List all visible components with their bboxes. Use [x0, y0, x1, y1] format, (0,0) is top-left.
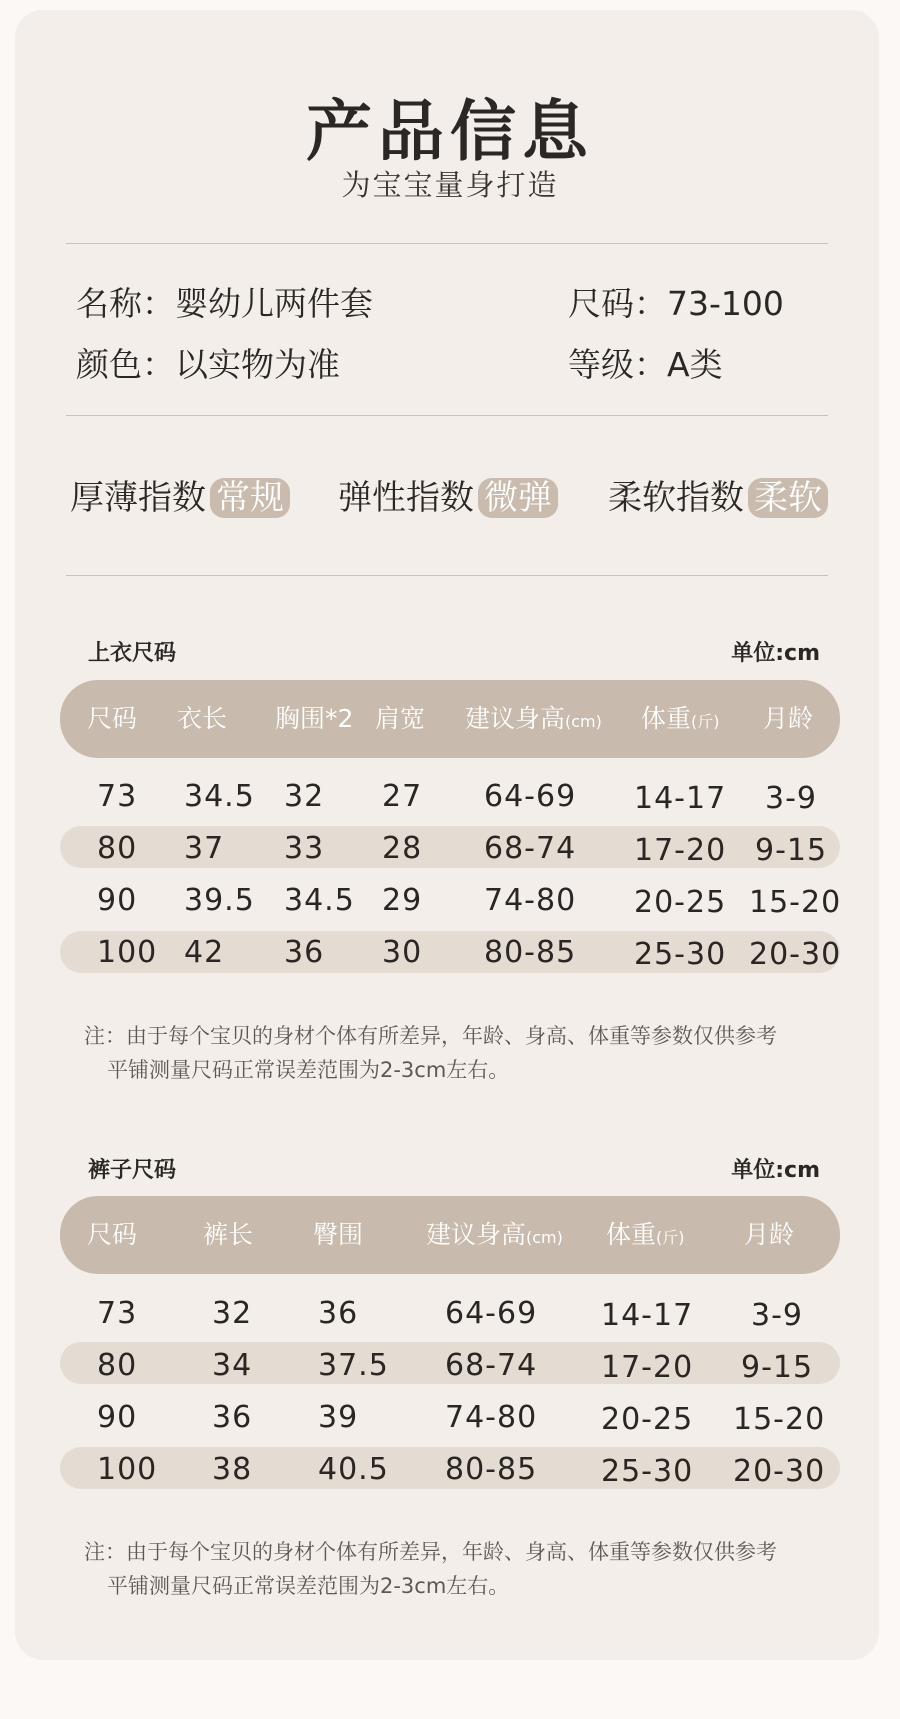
table-cell: 37: [184, 831, 225, 866]
table-cell: 100: [97, 935, 158, 970]
note-line: 平铺测量尺码正常误差范围为2-3cm左右。: [107, 1058, 510, 1082]
column-header: 建议身高(cm): [426, 1220, 563, 1249]
table-cell: 74-80: [445, 1400, 538, 1435]
product-size-range: 尺码：73-100: [568, 284, 784, 323]
column-header: 月龄: [763, 704, 814, 733]
note-line: 平铺测量尺码正常误差范围为2-3cm左右。: [107, 1574, 510, 1598]
column-header: 建议身高(cm): [465, 704, 602, 733]
table-cell: 36: [318, 1296, 359, 1331]
column-header: 尺码: [87, 1220, 138, 1249]
column-header: 尺码: [87, 704, 138, 733]
page-subtitle: 为宝宝量身打造: [341, 168, 559, 202]
table-cell: 20-25: [601, 1402, 694, 1437]
column-header: 月龄: [744, 1220, 795, 1249]
index-value-tag: 柔软: [748, 478, 828, 518]
table-cell: 20-25: [634, 885, 727, 920]
table-cell: 20-30: [749, 937, 842, 972]
table-cell: 74-80: [484, 883, 577, 918]
table-cell: 30: [382, 935, 423, 970]
table-cell: 80: [97, 831, 138, 866]
divider: [66, 575, 828, 576]
column-header: 胸围*2: [275, 704, 354, 733]
index-value-tag: 常规: [210, 478, 290, 518]
table-cell: 34.5: [284, 883, 355, 918]
table-cell: 64-69: [484, 779, 577, 814]
note-line: 注：由于每个宝贝的身材个体有所差异，年龄、身高、体重等参数仅供参考: [84, 1540, 777, 1564]
pants-size-table-unit: 单位:cm: [731, 1158, 820, 1183]
table-cell: 38: [212, 1452, 253, 1487]
table-cell: 42: [184, 935, 225, 970]
table-cell: 32: [212, 1296, 253, 1331]
table-cell: 36: [284, 935, 325, 970]
table-cell: 33: [284, 831, 325, 866]
table-cell: 37.5: [318, 1348, 389, 1383]
table-cell: 80-85: [445, 1452, 538, 1487]
page-title: 产品信息: [306, 93, 594, 170]
table-cell: 15-20: [749, 885, 842, 920]
index-label: 弹性指数: [338, 478, 474, 518]
column-header: 裤长: [203, 1220, 254, 1249]
table-cell: 64-69: [445, 1296, 538, 1331]
table-cell: 39.5: [184, 883, 255, 918]
top-size-table-header: [60, 680, 840, 758]
column-header: 体重(斤): [606, 1220, 685, 1249]
index-label: 厚薄指数: [70, 478, 206, 518]
table-cell: 90: [97, 883, 138, 918]
column-header: 体重(斤): [641, 704, 720, 733]
table-cell: 39: [318, 1400, 359, 1435]
column-header: 肩宽: [375, 704, 426, 733]
table-cell: 80-85: [484, 935, 577, 970]
table-cell: 28: [382, 831, 423, 866]
table-cell: 40.5: [318, 1452, 389, 1487]
table-cell: 17-20: [601, 1350, 694, 1385]
table-cell: 20-30: [733, 1454, 826, 1489]
table-cell: 73: [97, 779, 138, 814]
top-size-table-unit: 单位:cm: [731, 641, 820, 666]
top-size-table-title: 上衣尺码: [88, 641, 177, 666]
table-cell: 17-20: [634, 833, 727, 868]
table-cell: 9-15: [741, 1350, 814, 1385]
table-cell: 34.5: [184, 779, 255, 814]
table-cell: 90: [97, 1400, 138, 1435]
top-size-note: [84, 1019, 777, 1087]
table-cell: 15-20: [733, 1402, 826, 1437]
table-cell: 29: [382, 883, 423, 918]
note-line: 注：由于每个宝贝的身材个体有所差异，年龄、身高、体重等参数仅供参考: [84, 1024, 777, 1048]
column-header: 臀围: [313, 1220, 364, 1249]
table-cell: 25-30: [601, 1454, 694, 1489]
product-grade: 等级：A类: [568, 345, 723, 384]
table-cell: 36: [212, 1400, 253, 1435]
table-cell: 68-74: [484, 831, 577, 866]
pants-size-table-title: 裤子尺码: [88, 1158, 177, 1183]
product-name: 名称：婴幼儿两件套: [76, 284, 373, 323]
table-cell: 3-9: [751, 1298, 803, 1333]
softness-index: [608, 470, 828, 519]
product-color: 颜色：以实物为准: [76, 345, 340, 384]
table-cell: 80: [97, 1348, 138, 1383]
table-cell: 73: [97, 1296, 138, 1331]
pants-size-table-header: [60, 1196, 840, 1274]
table-cell: 25-30: [634, 937, 727, 972]
table-cell: 34: [212, 1348, 253, 1383]
divider: [66, 243, 828, 244]
table-cell: 9-15: [755, 833, 828, 868]
divider: [66, 415, 828, 416]
pants-size-note: [84, 1535, 777, 1603]
table-cell: 68-74: [445, 1348, 538, 1383]
table-cell: 3-9: [765, 781, 817, 816]
index-value-tag: 微弹: [478, 478, 558, 518]
index-label: 柔软指数: [608, 478, 744, 518]
table-cell: 14-17: [601, 1298, 694, 1333]
table-cell: 27: [382, 779, 423, 814]
table-cell: 32: [284, 779, 325, 814]
table-cell: 100: [97, 1452, 158, 1487]
table-cell: 14-17: [634, 781, 727, 816]
thickness-index: [70, 470, 290, 519]
elasticity-index: [338, 470, 558, 519]
column-header: 衣长: [177, 704, 228, 733]
